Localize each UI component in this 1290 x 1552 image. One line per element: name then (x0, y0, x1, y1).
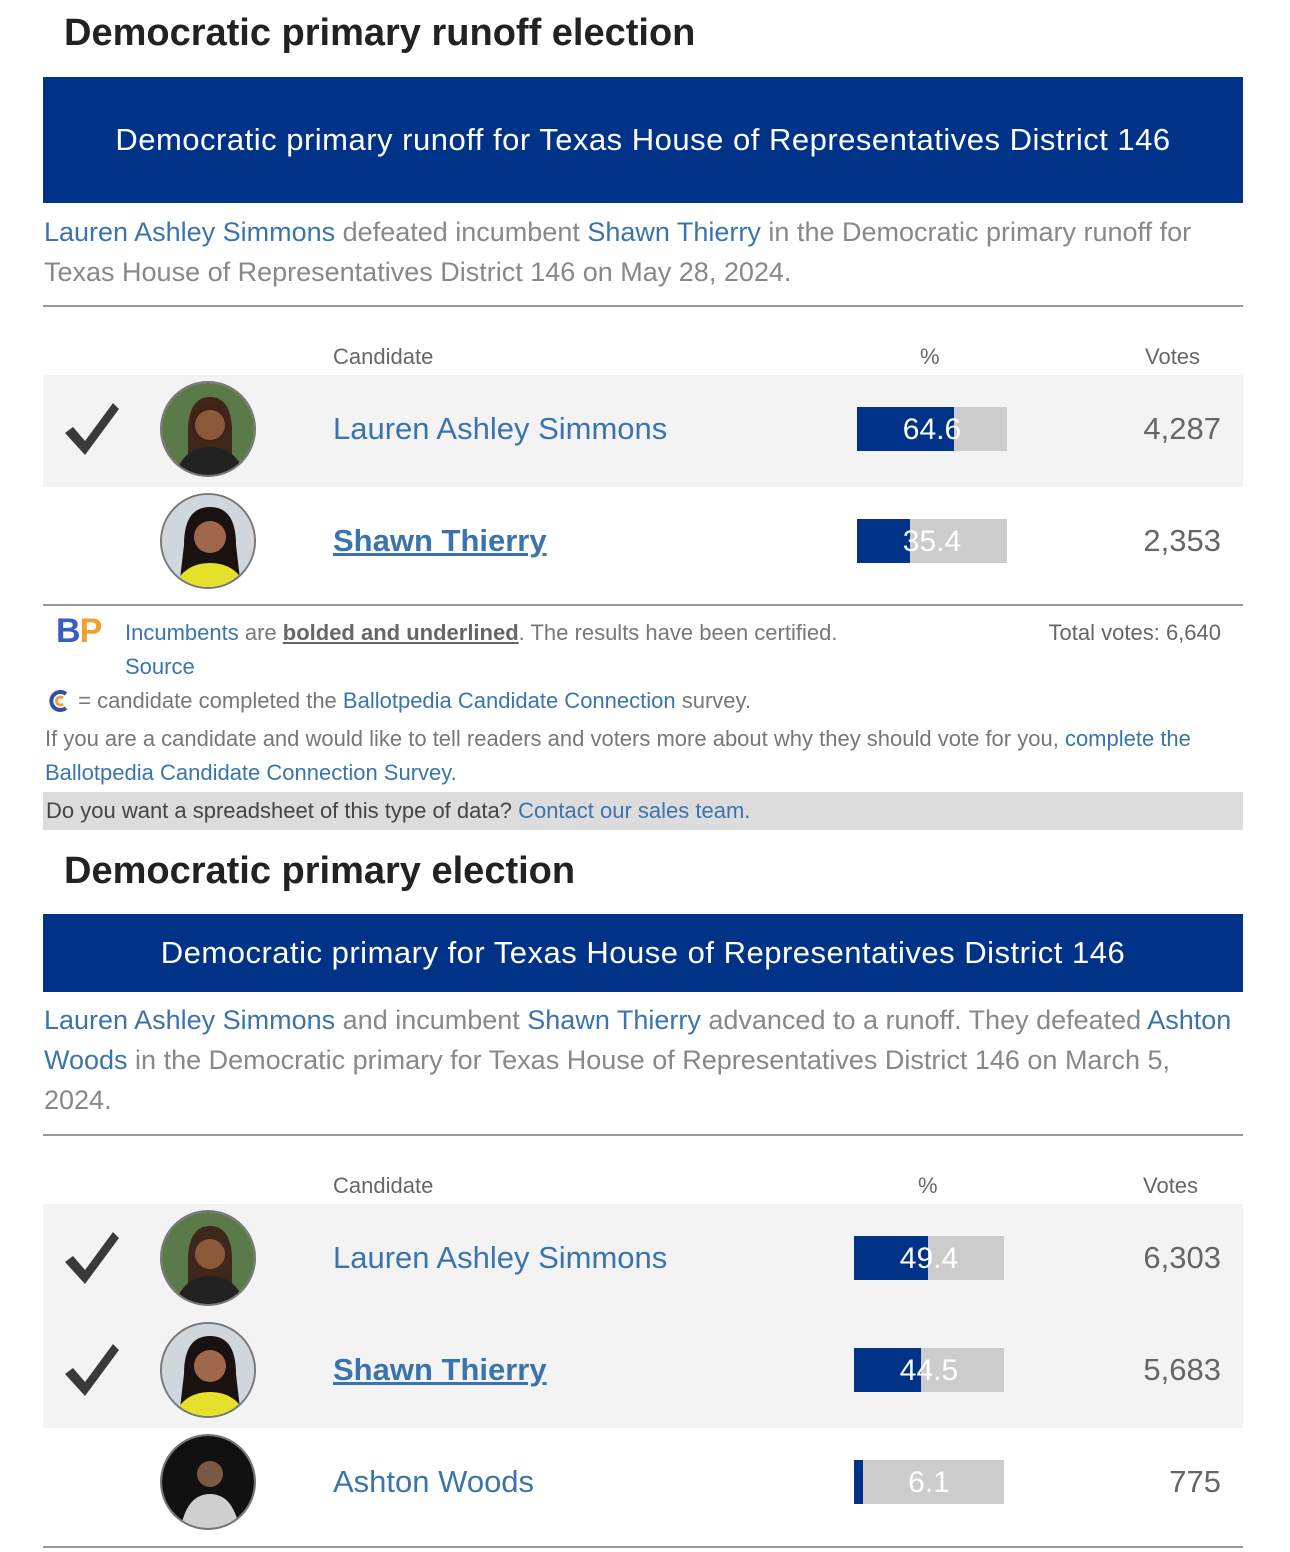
candidate-connection-icon (46, 688, 72, 714)
incumbents-link[interactable]: Incumbents (125, 620, 239, 645)
summary-link-woods[interactable]: Ashton Woods (44, 1005, 1232, 1075)
vote-share-bar: 64.6 (857, 407, 1007, 451)
vote-share-bar: 6.1 (854, 1460, 1004, 1504)
column-header-pct: % (918, 1173, 938, 1198)
results-note: Incumbents are bolded and underlined. The results have been certified. Source (125, 620, 838, 679)
column-header-candidate: Candidate (333, 344, 434, 369)
vote-share-bar: 49.4 (854, 1236, 1004, 1280)
candidate-photo-thierry[interactable] (160, 493, 256, 589)
primary-section-title: Democratic primary election (64, 850, 576, 892)
candidate-connection-link[interactable]: Ballotpedia Candidate Connection (342, 688, 676, 713)
vote-count: 6,303 (1143, 1240, 1221, 1275)
summary-link-simmons[interactable]: Lauren Ashley Simmons (44, 1005, 336, 1035)
primary-summary: Lauren Ashley Simmons and incumbent Shawn Thierry advanced to a runoff. They defeated Ashton Woods in the Democratic primary for Texas House of Representatives District 146 on March 5, 2024. (44, 1005, 1232, 1115)
column-header-candidate: Candidate (333, 1173, 434, 1198)
survey-link[interactable]: complete the Ballotpedia Candidate Connection Survey. (45, 726, 1191, 785)
runoff-section-title: Democratic primary runoff election (64, 12, 696, 54)
vote-count: 775 (1169, 1464, 1221, 1499)
candidate-photo-thierry[interactable] (160, 1322, 256, 1418)
winner-check-icon (61, 1228, 121, 1288)
divider (43, 1546, 1243, 1548)
divider (43, 604, 1243, 606)
summary-link-thierry[interactable]: Shawn Thierry (587, 217, 761, 247)
candidate-name-link[interactable]: Lauren Ashley Simmons (333, 1240, 668, 1275)
candidate-row (43, 1316, 1243, 1428)
column-header-votes: Votes (1143, 1173, 1199, 1198)
ballotpedia-logo: BP (56, 612, 102, 650)
vote-share-bar: 44.5 (854, 1348, 1004, 1392)
candidate-name-link[interactable]: Ashton Woods (333, 1464, 535, 1499)
primary-banner: Democratic primary for Texas House of Representatives District 146 (43, 914, 1243, 992)
source-link[interactable]: Source (125, 654, 195, 679)
candidate-row (43, 1428, 1243, 1540)
column-header-pct: % (920, 344, 940, 369)
candidate-name-link[interactable]: Lauren Ashley Simmons (333, 411, 668, 446)
summary-link-simmons[interactable]: Lauren Ashley Simmons (44, 217, 336, 247)
vote-count: 5,683 (1143, 1352, 1221, 1387)
vote-count: 4,287 (1143, 411, 1221, 446)
sales-link[interactable]: Contact our sales team. (518, 798, 751, 823)
candidate-photo-woods[interactable] (160, 1434, 256, 1530)
vote-share-bar: 35.4 (857, 519, 1007, 563)
summary-link-thierry[interactable]: Shawn Thierry (527, 1005, 701, 1035)
candidate-connection-note: = candidate completed the Ballotpedia Candidate Connection survey. (46, 684, 751, 718)
winner-check-icon (61, 399, 121, 459)
divider (43, 305, 1243, 307)
candidate-photo-simmons[interactable] (160, 381, 256, 477)
candidate-row (43, 1204, 1243, 1316)
candidate-name-link[interactable]: Shawn Thierry (333, 523, 547, 558)
candidate-row (43, 487, 1243, 599)
column-header-votes: Votes (1145, 344, 1201, 369)
winner-check-icon (61, 1340, 121, 1400)
divider (43, 1134, 1243, 1136)
candidate-row (43, 375, 1243, 487)
candidate-survey-note: If you are a candidate and would like to tell readers and voters more about why they should vote for you, complete the Ballotpedia Candidate Connection Survey. (45, 726, 1191, 785)
candidate-name-link[interactable]: Shawn Thierry (333, 1352, 547, 1387)
total-votes: Total votes: 6,640 (1048, 620, 1221, 645)
candidate-photo-simmons[interactable] (160, 1210, 256, 1306)
runoff-banner: Democratic primary runoff for Texas House of Representatives District 146 (43, 77, 1243, 203)
vote-count: 2,353 (1143, 523, 1221, 558)
runoff-summary: Lauren Ashley Simmons defeated incumbent Shawn Thierry in the Democratic primary runoff for Texas House of Representatives District 146 on May 28, 2024. (44, 217, 1192, 287)
sales-banner: Do you want a spreadsheet of this type of data? Contact our sales team. (43, 792, 1243, 830)
